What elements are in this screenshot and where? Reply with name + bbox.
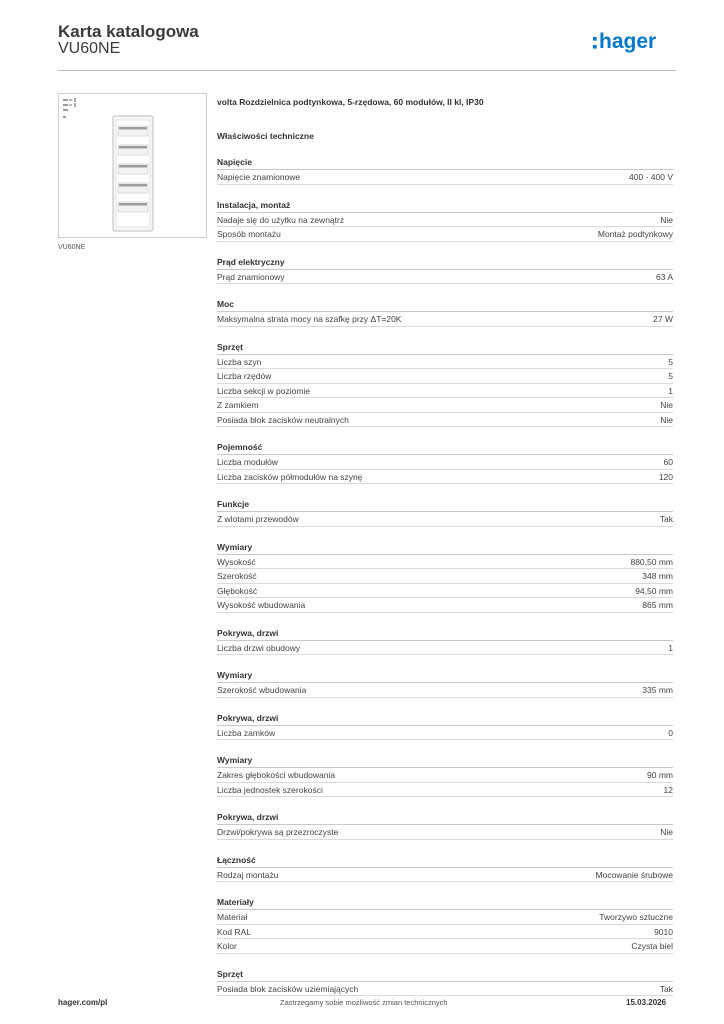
footer-website: hager.com/pl (58, 998, 108, 1007)
property-section (217, 712, 673, 741)
property-label: Materiał (217, 912, 248, 922)
property-section (217, 341, 673, 428)
section-title: Pojemność (217, 441, 673, 455)
property-label: Napięcie znamionowe (217, 172, 301, 182)
property-section (217, 627, 673, 656)
section-title: Pokrywa, drzwi (217, 627, 673, 641)
property-label: Prąd znamionowy (217, 271, 285, 282)
section-title: Prąd elektryczny (217, 256, 673, 270)
property-value: Czysta biel (631, 941, 673, 951)
property-label: Kod RAL (217, 926, 252, 937)
property-label: Z zamkiem (217, 400, 259, 410)
property-row (217, 355, 673, 370)
section-title: Łączność (217, 854, 673, 868)
property-label: Liczba zacisków półmodułów na szynę (217, 471, 363, 482)
property-row (217, 213, 673, 228)
property-row (217, 369, 673, 384)
property-section (217, 298, 673, 327)
image-caption: VU60NE (58, 244, 86, 251)
product-image (58, 93, 207, 238)
property-row (217, 398, 673, 413)
property-value: 120 (658, 471, 673, 482)
property-value: Tworzywo sztuczne (599, 912, 673, 922)
property-row (217, 170, 673, 185)
property-value: 0 (668, 727, 673, 738)
property-value: 27 W (653, 314, 673, 324)
property-row (217, 939, 673, 954)
property-label: Liczba szyn (217, 356, 262, 367)
property-label: Zakres głębokości wbudowania (217, 770, 336, 780)
property-value: 5 (668, 356, 673, 367)
section-title: Wymiary (217, 754, 673, 768)
property-row (217, 910, 673, 925)
property-value: 5 (668, 371, 673, 381)
property-label: Liczba rzędów (217, 371, 272, 381)
property-section (217, 854, 673, 883)
properties-list (217, 156, 673, 996)
header-divider (58, 70, 676, 71)
page-title: Karta katalogowa (58, 22, 199, 41)
property-row (217, 925, 673, 940)
property-value: 94,50 mm (635, 585, 673, 596)
property-section (217, 896, 673, 954)
property-row (217, 227, 673, 242)
hager-logo (591, 26, 675, 58)
property-value: 400 - 400 V (629, 172, 673, 182)
property-section (217, 498, 673, 527)
product-description: volta Rozdzielnica podtynkowa, 5-rzędowa, 60 modułów, II kl, IP30 (217, 97, 484, 107)
property-section (217, 669, 673, 698)
property-section (217, 541, 673, 613)
property-row (217, 868, 673, 883)
section-title: Wymiary (217, 669, 673, 683)
property-value: Montaż podtynkowy (597, 229, 673, 239)
product-code: VU60NE (58, 40, 121, 57)
property-value: Tak (659, 983, 673, 994)
property-row (217, 726, 673, 741)
property-label: Posiada blok zacisków neutralnych (217, 414, 349, 425)
section-title: Materiały (217, 896, 673, 910)
distribution-board-drawing (59, 94, 206, 237)
property-label: Posiada blok zacisków uziemiających (217, 983, 359, 994)
footer-disclaimer: Zastrzegamy sobie możliwość zmian technicznych (280, 998, 448, 1007)
section-title: Napięcie (217, 156, 673, 170)
property-row (217, 569, 673, 584)
property-label: Liczba zamków (217, 727, 276, 738)
property-section (217, 256, 673, 285)
property-label: Kolor (217, 941, 237, 951)
property-label: Liczba drzwi obudowy (217, 642, 301, 653)
property-section (217, 441, 673, 484)
property-row (217, 555, 673, 570)
property-label: Głębokość (217, 585, 258, 596)
product-details (217, 96, 673, 996)
property-row (217, 783, 673, 798)
property-row (217, 470, 673, 485)
property-row (217, 982, 673, 997)
property-value: 348 mm (642, 571, 673, 581)
property-value: 63 A (655, 271, 673, 282)
property-section (217, 156, 673, 185)
property-value: 12 (663, 784, 673, 795)
property-row (217, 825, 673, 840)
property-label: Sposób montażu (217, 229, 281, 239)
property-label: Liczba modułów (217, 457, 278, 467)
property-row (217, 512, 673, 527)
section-title: Pokrywa, drzwi (217, 811, 673, 825)
property-value: 90 mm (647, 770, 673, 780)
property-value: Mocowanie śrubowe (595, 869, 673, 880)
property-section (217, 968, 673, 997)
property-section (217, 754, 673, 797)
property-label: Liczba sekcji w poziomie (217, 385, 311, 396)
section-title: Funkcje (217, 498, 673, 512)
property-value: Nie (660, 400, 673, 410)
property-row (217, 584, 673, 599)
section-title: Instalacja, montaż (217, 199, 673, 213)
section-title: Sprzęt (217, 968, 673, 982)
property-value: Nie (660, 214, 673, 225)
property-row (217, 455, 673, 470)
section-title: Wymiary (217, 541, 673, 555)
property-row (217, 598, 673, 613)
footer-date: 15.03.2026 (626, 998, 667, 1007)
property-row (217, 768, 673, 783)
property-label: Drzwi/pokrywa są przezroczyste (217, 827, 339, 837)
property-row (217, 384, 673, 399)
property-value: 1 (668, 385, 673, 396)
property-value: 60 (663, 457, 673, 467)
property-label: Liczba jednostek szerokości (217, 784, 323, 795)
section-title: Sprzęt (217, 341, 673, 355)
section-title: Moc (217, 298, 673, 312)
property-row (217, 641, 673, 656)
property-value: Nie (660, 827, 673, 837)
property-label: Nadaje się do użytku na zewnątrz (217, 214, 345, 225)
property-value: Nie (660, 414, 673, 425)
property-value: 865 mm (642, 600, 673, 610)
property-label: Szerokość (217, 571, 257, 581)
property-row (217, 683, 673, 698)
property-label: Rodzaj montażu (217, 869, 279, 880)
property-value: 335 mm (642, 685, 673, 695)
property-row (217, 270, 673, 285)
property-label: Maksymalna strata mocy na szafkę przy ΔT=20K (217, 314, 402, 324)
property-value: 880,50 mm (630, 556, 673, 567)
property-value: 9010 (654, 926, 673, 937)
property-row (217, 413, 673, 428)
property-section (217, 199, 673, 242)
property-label: Z wlotami przewodów (217, 514, 299, 524)
property-value: Tak (659, 514, 673, 524)
property-label: Wysokość wbudowania (217, 600, 306, 610)
technical-properties-heading: Właściwości techniczne (217, 131, 314, 141)
property-row (217, 312, 673, 327)
property-label: Szerokość wbudowania (217, 685, 307, 695)
logo-wordmark: hager (599, 30, 657, 53)
section-title: Pokrywa, drzwi (217, 712, 673, 726)
property-section (217, 811, 673, 840)
property-value: 1 (668, 642, 673, 653)
property-label: Wysokość (217, 556, 256, 567)
